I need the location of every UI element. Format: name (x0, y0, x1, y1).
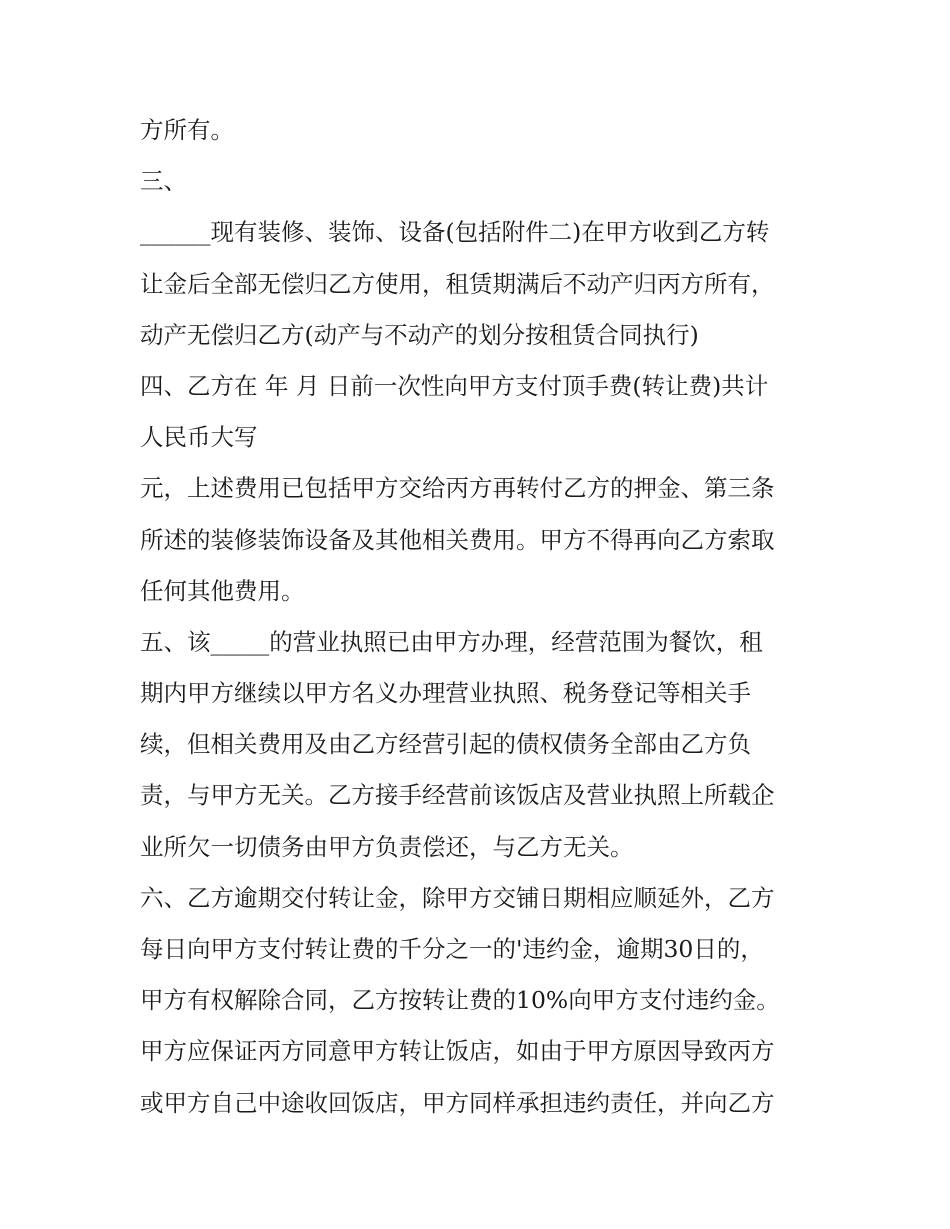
section-heading: 三、 (140, 167, 187, 196)
text-line: 五、该_____的营业执照已由甲方办理，经营范围为餐饮，租 (140, 627, 763, 656)
text-line: 业所欠一切债务由甲方负责偿还，与乙方无关。 (140, 832, 634, 861)
text-line: 责，与甲方无关。乙方接手经营前该饭店及营业执照上所载企 (140, 781, 775, 810)
text-line: ______现有装修、装饰、设备(包括附件二)在甲方收到乙方转 (140, 218, 770, 247)
document-body (140, 105, 820, 1129)
text-line: 人民币大写 (140, 423, 258, 452)
text-line: 所述的装修装饰设备及其他相关费用。甲方不得再向乙方索取 (140, 525, 775, 554)
text-line: 六、乙方逾期交付转让金，除甲方交铺日期相应顺延外，乙方 (140, 883, 775, 912)
text-line: 甲方应保证丙方同意甲方转让饭店，如由于甲方原因导致丙方 (140, 1037, 775, 1066)
text-line: 四、乙方在 年 月 日前一次性向甲方支付顶手费(转让费)共计 (140, 371, 769, 400)
text-line: 期内甲方继续以甲方名义办理营业执照、税务登记等相关手 (140, 679, 751, 708)
text-line: 续，但相关费用及由乙方经营引起的债权债务全部由乙方负 (140, 730, 751, 759)
text-line: 或甲方自己中途收回饭店，甲方同样承担违约责任，并向乙方 (140, 1088, 775, 1117)
text-line: 任何其他费用。 (140, 576, 305, 605)
text-line: 方所有。 (140, 116, 234, 144)
text-line: 元，上述费用已包括甲方交给丙方再转付乙方的押金、第三条 (140, 474, 775, 503)
text-line: 每日向甲方支付转让费的千分之一的'违约金，逾期30日的， (140, 935, 764, 963)
text-line: 甲方有权解除合同，乙方按转让费的10%向甲方支付违约金。 (140, 986, 780, 1015)
text-line: 让金后全部无偿归乙方使用，租赁期满后不动产归丙方所有， (140, 269, 775, 298)
text-line: 动产无偿归乙方(动产与不动产的划分按租赁合同执行) (140, 320, 699, 349)
